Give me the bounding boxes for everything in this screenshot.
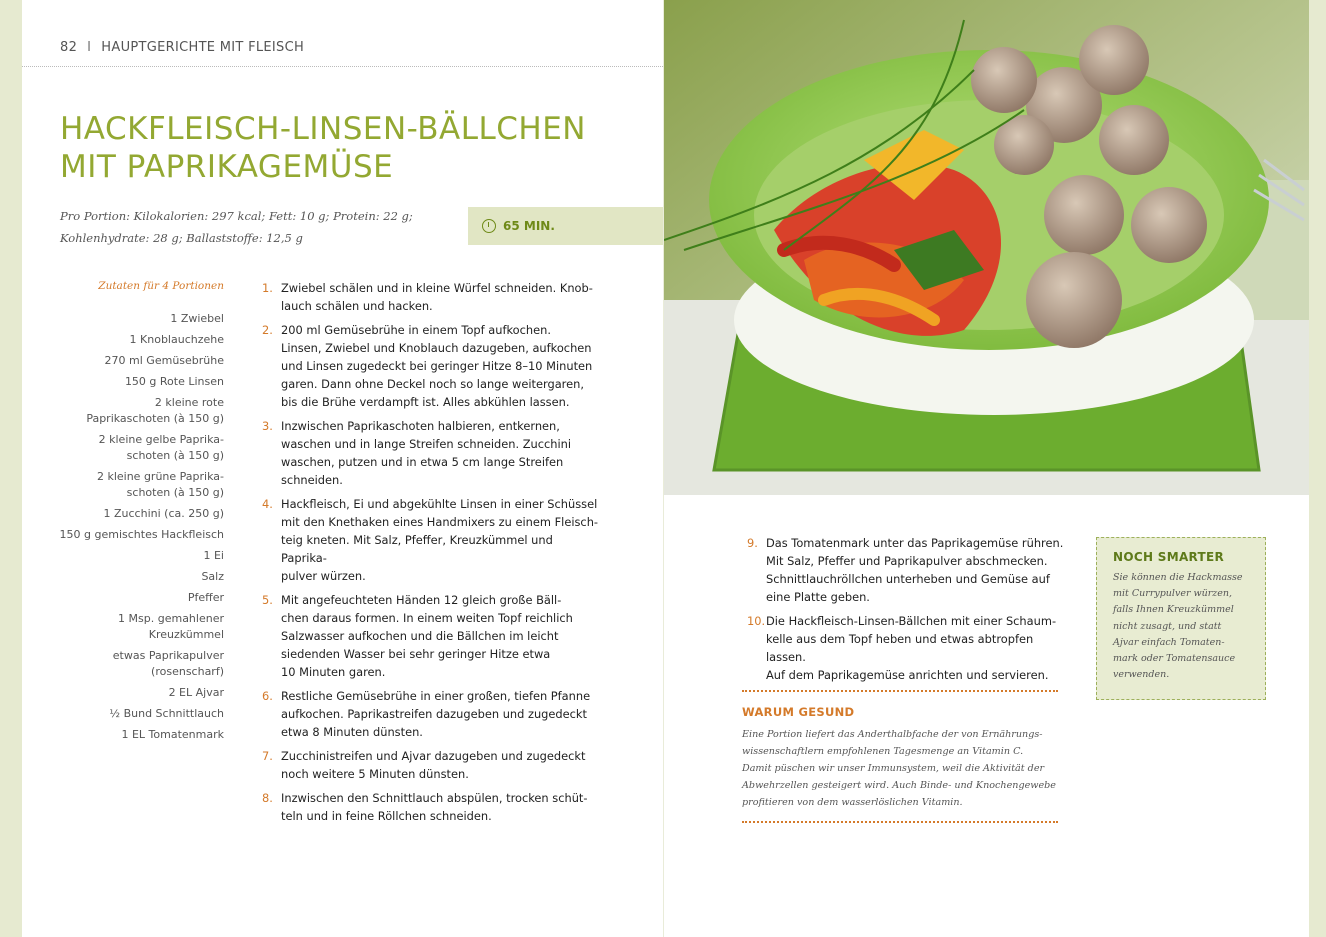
step-line: mit den Knethaken eines Handmixers zu einem Fleisch- bbox=[281, 515, 599, 529]
ingredient-line: 1 EL Tomatenmark bbox=[121, 728, 224, 741]
step-text bbox=[766, 534, 1070, 606]
recipe-step bbox=[262, 321, 602, 411]
health-box bbox=[742, 690, 1058, 823]
step-number: 7. bbox=[262, 749, 273, 763]
step-line: bis die Brühe verdampft ist. Alles abkühlen lassen. bbox=[281, 395, 570, 409]
right-margin-band bbox=[1309, 0, 1326, 937]
ingredient-item bbox=[58, 527, 224, 543]
header-separator: I bbox=[87, 40, 92, 55]
ingredient-item bbox=[58, 648, 224, 680]
step-line: siedenden Wasser bei sehr geringer Hitze etwa bbox=[281, 647, 551, 661]
ingredient-line: 1 Msp. gemahlener bbox=[118, 612, 224, 625]
health-line: wissenschaftlern empfohlenen Tagesmenge an Vitamin C. bbox=[742, 746, 1024, 757]
tip-line: verwenden. bbox=[1113, 669, 1170, 681]
step-text bbox=[281, 321, 602, 411]
step-line: Auf dem Paprikagemüse anrichten und servieren. bbox=[766, 668, 1049, 682]
step-line: aufkochen. Paprikastreifen dazugeben und zugedeckt bbox=[281, 707, 587, 721]
health-line: profitieren von dem wasserlöslichen Vitamin. bbox=[742, 797, 963, 808]
step-number: 3. bbox=[262, 419, 273, 433]
tip-title: NOCH SMARTER bbox=[1113, 550, 1225, 564]
ingredient-line: Paprikaschoten (à 150 g) bbox=[86, 412, 224, 425]
clock-icon bbox=[482, 219, 496, 233]
ingredient-item bbox=[58, 432, 224, 464]
ingredient-line: 150 g Rote Linsen bbox=[124, 375, 224, 388]
step-line: Das Tomatenmark unter das Paprikagemüse rühren. bbox=[766, 536, 1064, 550]
ingredient-line: schoten (à 150 g) bbox=[126, 486, 224, 499]
recipe-step bbox=[262, 789, 602, 825]
step-number: 1. bbox=[262, 281, 273, 295]
running-header bbox=[60, 40, 304, 55]
step-line: Zwiebel schälen und in kleine Würfel schneiden. Knob- bbox=[281, 281, 593, 295]
ingredient-item bbox=[58, 506, 224, 522]
recipe-step bbox=[262, 279, 602, 315]
step-text bbox=[281, 495, 602, 585]
recipe-step bbox=[747, 612, 1070, 684]
ingredient-line: 150 g gemischtes Hackfleisch bbox=[59, 528, 224, 541]
ingredient-line: Pfeffer bbox=[187, 591, 224, 604]
ingredient-line: Salz bbox=[201, 570, 224, 583]
step-line: Restliche Gemüsebrühe in einer großen, tiefen Pfanne bbox=[281, 689, 591, 703]
step-line: noch weitere 5 Minuten dünsten. bbox=[281, 767, 469, 781]
step-line: Inzwischen den Schnittlauch abspülen, trocken schüt- bbox=[281, 791, 588, 805]
tip-line: nicht zusagt, und statt bbox=[1113, 620, 1222, 632]
step-line: Die Hackfleisch-Linsen-Bällchen mit einer Schaum- bbox=[766, 614, 1057, 628]
ingredient-line: 2 kleine grüne Paprika- bbox=[96, 470, 224, 483]
ingredient-item bbox=[58, 548, 224, 564]
step-number: 9. bbox=[747, 536, 758, 550]
nutrition-info bbox=[60, 205, 460, 249]
tip-text bbox=[1113, 570, 1249, 683]
step-line: teig kneten. Mit Salz, Pfeffer, Kreuzkümmel und Paprika- bbox=[281, 533, 553, 565]
step-text bbox=[281, 687, 602, 741]
recipe-step bbox=[747, 534, 1070, 606]
step-text bbox=[281, 417, 602, 489]
step-line: kelle aus dem Topf heben und etwas abtropfen lassen. bbox=[766, 632, 1034, 664]
recipe-step bbox=[262, 747, 602, 783]
ingredients-list bbox=[58, 311, 224, 748]
ingredient-item bbox=[58, 727, 224, 743]
ingredient-line: 1 Ei bbox=[203, 549, 224, 562]
ingredient-line: 270 ml Gemüsebrühe bbox=[104, 354, 224, 367]
ingredient-item bbox=[58, 332, 224, 348]
step-line: chen daraus formen. In einem weiten Topf reichlich bbox=[281, 611, 573, 625]
recipe-title-line: MIT PAPRIKAGEMÜSE bbox=[60, 149, 394, 185]
ingredient-line: 1 Zucchini (ca. 250 g) bbox=[103, 507, 224, 520]
ingredient-item bbox=[58, 311, 224, 327]
step-line: waschen und in lange Streifen schneiden. Zucchini bbox=[281, 437, 572, 451]
time-value: 65 MIN. bbox=[503, 219, 555, 233]
step-text bbox=[281, 279, 602, 315]
nutrition-line: Kohlenhydrate: 28 g; Ballaststoffe: 12,5 g bbox=[60, 231, 303, 245]
steps-list-left bbox=[262, 279, 602, 831]
step-line: Zucchinistreifen und Ajvar dazugeben und zugedeckt bbox=[281, 749, 586, 763]
health-title: WARUM GESUND bbox=[742, 705, 855, 719]
ingredient-line: (rosenscharf) bbox=[151, 665, 224, 678]
ingredient-item bbox=[58, 395, 224, 427]
ingredients-heading: Zutaten für 4 Portionen bbox=[98, 280, 224, 292]
tip-line: mit Currypulver würzen, bbox=[1113, 588, 1233, 600]
ingredient-item bbox=[58, 590, 224, 606]
right-page bbox=[664, 0, 1309, 937]
ingredient-item bbox=[58, 611, 224, 643]
ingredient-line: etwas Paprikapulver bbox=[112, 649, 224, 662]
tip-box bbox=[1096, 537, 1266, 700]
ingredient-item bbox=[58, 569, 224, 585]
recipe-step bbox=[262, 591, 602, 681]
ingredient-line: 2 EL Ajvar bbox=[168, 686, 224, 699]
time-badge bbox=[468, 207, 663, 245]
recipe-step bbox=[262, 687, 602, 741]
ingredient-item bbox=[58, 706, 224, 722]
health-line: Abwehrzellen gesteigert wird. Auch Binde- und Knochengewebe bbox=[742, 780, 1056, 791]
step-line: teln und in feine Röllchen schneiden. bbox=[281, 809, 492, 823]
nutrition-line: Pro Portion: Kilokalorien: 297 kcal; Fett: 10 g; Protein: 22 g; bbox=[60, 209, 413, 223]
ingredient-line: 2 kleine gelbe Paprika- bbox=[98, 433, 224, 446]
tip-line: mark oder Tomatensauce bbox=[1113, 653, 1236, 665]
step-line: lauch schälen und hacken. bbox=[281, 299, 433, 313]
step-line: eine Platte geben. bbox=[766, 590, 870, 604]
page-number: 82 bbox=[60, 40, 78, 55]
step-line: und Linsen zugedeckt bei geringer Hitze 8–10 Minuten bbox=[281, 359, 593, 373]
section-title: HAUPTGERICHTE MIT FLEISCH bbox=[101, 40, 305, 55]
step-number: 8. bbox=[262, 791, 273, 805]
step-number: 5. bbox=[262, 593, 273, 607]
step-line: garen. Dann ohne Deckel noch so lange weitergaren, bbox=[281, 377, 584, 391]
step-line: Schnittlauchröllchen unterheben und Gemüse auf bbox=[766, 572, 1050, 586]
recipe-step bbox=[262, 495, 602, 585]
health-bottom-rule bbox=[742, 821, 1058, 823]
tip-line: Ajvar einfach Tomaten- bbox=[1113, 636, 1225, 648]
step-number: 6. bbox=[262, 689, 273, 703]
health-text bbox=[742, 726, 1058, 811]
dish-photo bbox=[664, 0, 1309, 495]
step-number: 2. bbox=[262, 323, 273, 337]
step-text bbox=[281, 591, 602, 681]
step-line: Hackfleisch, Ei und abgekühlte Linsen in einer Schüssel bbox=[281, 497, 598, 511]
step-line: Salzwasser aufkochen und die Bällchen im leicht bbox=[281, 629, 559, 643]
header-divider bbox=[22, 66, 663, 67]
step-number: 4. bbox=[262, 497, 273, 511]
health-line: Eine Portion liefert das Anderthalbfache der von Ernährungs- bbox=[742, 729, 1043, 740]
step-line: schneiden. bbox=[281, 473, 343, 487]
step-line: 10 Minuten garen. bbox=[281, 665, 386, 679]
ingredient-item bbox=[58, 685, 224, 701]
ingredient-item bbox=[58, 469, 224, 501]
step-line: pulver würzen. bbox=[281, 569, 366, 583]
recipe-step bbox=[262, 417, 602, 489]
recipe-title-line: HACKFLEISCH-LINSEN-BÄLLCHEN bbox=[60, 111, 586, 147]
left-page bbox=[22, 0, 663, 937]
step-line: 200 ml Gemüsebrühe in einem Topf aufkochen. bbox=[281, 323, 551, 337]
step-text bbox=[766, 612, 1070, 684]
left-margin-band bbox=[0, 0, 22, 937]
health-top-rule bbox=[742, 690, 1058, 692]
step-line: Inzwischen Paprikaschoten halbieren, entkernen, bbox=[281, 419, 560, 433]
step-number: 10. bbox=[747, 614, 766, 628]
health-line: Damit püschen wir unser Immunsystem, weil die Aktivität der bbox=[742, 763, 1045, 774]
ingredient-line: 2 kleine rote bbox=[154, 396, 224, 409]
ingredient-item bbox=[58, 353, 224, 369]
step-line: Mit Salz, Pfeffer und Paprikapulver abschmecken. bbox=[766, 554, 1048, 568]
ingredient-item bbox=[58, 374, 224, 390]
tip-line: falls Ihnen Kreuzkümmel bbox=[1113, 604, 1234, 616]
step-text bbox=[281, 747, 602, 783]
ingredient-line: 1 Zwiebel bbox=[170, 312, 224, 325]
step-text bbox=[281, 789, 602, 825]
step-line: Linsen, Zwiebel und Knoblauch dazugeben, aufkochen bbox=[281, 341, 592, 355]
ingredient-line: 1 Knoblauchzehe bbox=[129, 333, 224, 346]
step-line: Mit angefeuchteten Händen 12 gleich große Bäll- bbox=[281, 593, 562, 607]
step-line: waschen, putzen und in etwa 5 cm lange Streifen bbox=[281, 455, 564, 469]
ingredient-line: schoten (à 150 g) bbox=[126, 449, 224, 462]
tip-line: Sie können die Hackmasse bbox=[1113, 572, 1243, 583]
recipe-title bbox=[60, 110, 620, 186]
steps-list-right bbox=[747, 534, 1070, 690]
step-line: etwa 8 Minuten dünsten. bbox=[281, 725, 423, 739]
ingredient-line: ½ Bund Schnittlauch bbox=[109, 707, 224, 720]
ingredient-line: Kreuzkümmel bbox=[148, 628, 224, 641]
